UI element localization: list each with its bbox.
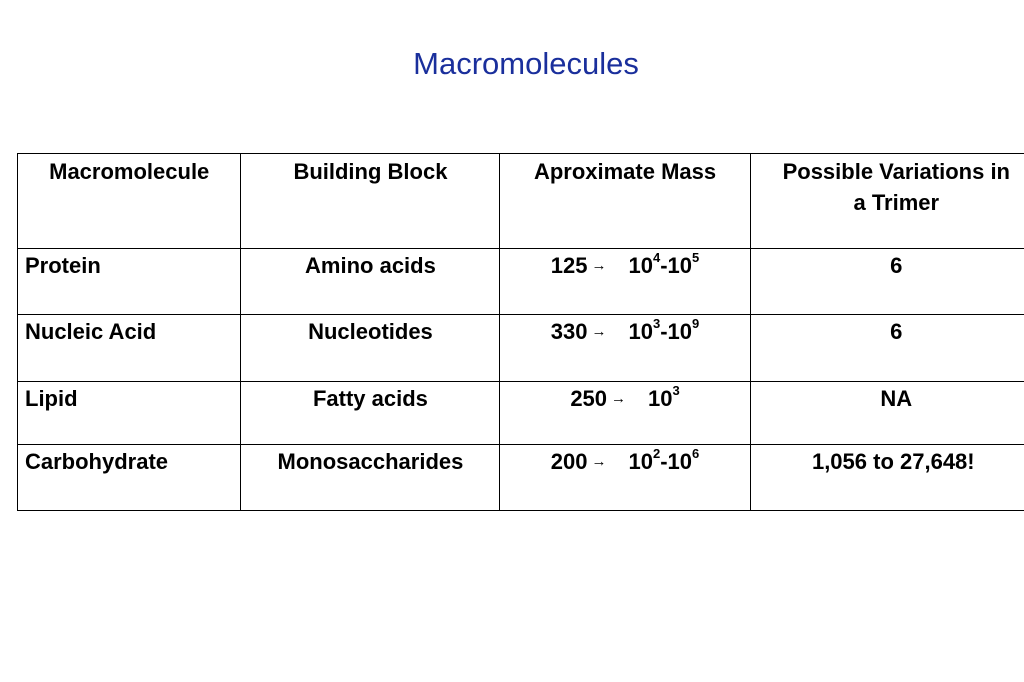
mass-value: [570, 382, 680, 411]
mass-start: 330: [550, 319, 588, 344]
slide-title: Macromolecules: [413, 46, 639, 81]
header-macromolecule: Macromolecule: [18, 154, 241, 249]
table-row: [18, 445, 1024, 511]
cell-mass: [500, 315, 750, 382]
mass-low: 10: [628, 253, 653, 278]
mass-low: 10: [628, 449, 653, 474]
cell-molecule: Nucleic Acid: [18, 315, 241, 382]
mass-value: [550, 249, 700, 278]
table-row: [18, 382, 1024, 445]
mass-high-exp: 9: [692, 315, 700, 331]
header-variations: Possible Variations in a Trimer: [750, 154, 1024, 249]
arrow-icon: →: [591, 257, 607, 274]
mass-value: [550, 315, 700, 344]
cell-building-block: Fatty acids: [241, 382, 500, 445]
cell-variations: 6: [750, 249, 1024, 315]
mass-low-exp: 2: [653, 445, 661, 461]
cell-variations: 1,056 to 27,648!: [750, 445, 1024, 511]
cell-mass: [500, 445, 750, 511]
mass-low: 10: [628, 319, 653, 344]
mass-high-exp: 5: [692, 249, 700, 265]
macromolecule-table: [17, 153, 1024, 511]
cell-variations: NA: [750, 382, 1024, 445]
arrow-icon: →: [591, 453, 607, 470]
header-approximate-mass: Aproximate Mass: [500, 154, 750, 249]
cell-variations: 6: [750, 315, 1024, 382]
header-building-block: Building Block: [241, 154, 500, 249]
mass-start: 125: [550, 253, 588, 278]
cell-building-block: Amino acids: [241, 249, 500, 315]
cell-building-block: Monosaccharides: [241, 445, 500, 511]
table-header-row: [18, 154, 1024, 249]
mass-start: 250: [570, 386, 608, 411]
mass-sep: -10: [660, 319, 693, 344]
cell-building-block: Nucleotides: [241, 315, 500, 382]
cell-molecule: Lipid: [18, 382, 241, 445]
arrow-icon: →: [611, 390, 627, 407]
table-row: [18, 315, 1024, 382]
mass-low-exp: 4: [653, 249, 661, 265]
mass-start: 200: [550, 449, 588, 474]
mass-value: [550, 445, 700, 474]
cell-mass: [500, 249, 750, 315]
mass-high-exp: 6: [692, 445, 700, 461]
cell-molecule: Protein: [18, 249, 241, 315]
mass-low: 10: [648, 386, 673, 411]
table-row: [18, 249, 1024, 315]
arrow-icon: →: [591, 323, 607, 340]
mass-sep: -10: [660, 449, 693, 474]
mass-sep: -10: [660, 253, 693, 278]
mass-low-exp: 3: [672, 382, 680, 398]
cell-mass: [500, 382, 750, 445]
mass-low-exp: 3: [653, 315, 661, 331]
cell-molecule: Carbohydrate: [18, 445, 241, 511]
